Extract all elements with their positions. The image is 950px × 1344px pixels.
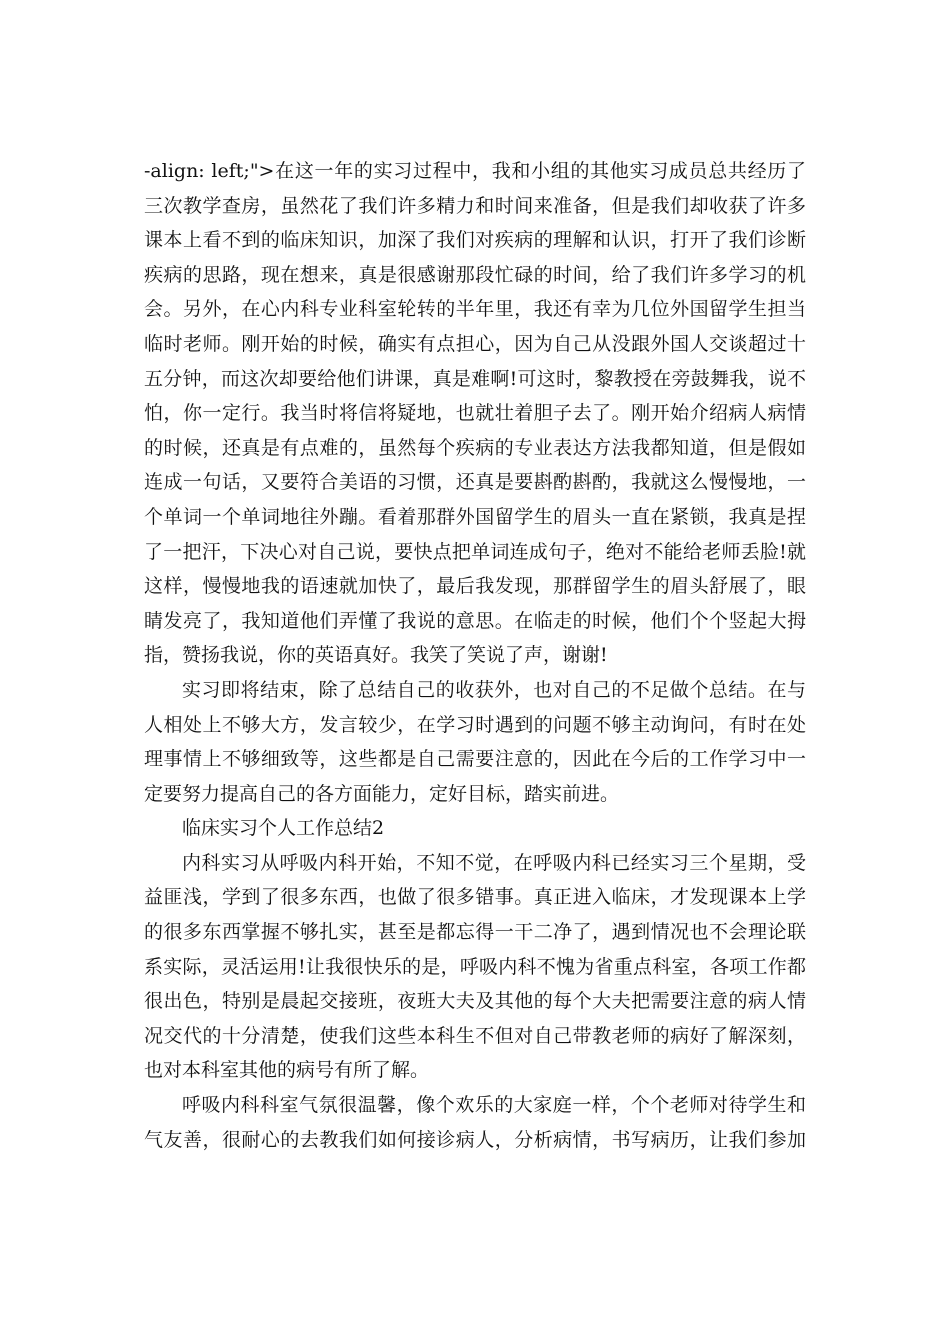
text-line: 会。另外，在心内科专业科室轮转的半年里，我还有幸为几位外国留学生担当 — [144, 298, 806, 321]
text-line: 呼吸内科科室气氛很温馨，像个欢乐的大家庭一样，个个老师对待学生和 — [182, 1094, 806, 1117]
text-line: 睛发亮了，我知道他们弄懂了我说的意思。在临走的时候，他们个个竖起大拇 — [144, 609, 806, 632]
text-line: -align: left;">在这一年的实习过程中，我和小组的其他实习成员总共经历了 — [144, 160, 806, 182]
text-line: 益匪浅，学到了很多东西，也做了很多错事。真正进入临床，才发现课本上学 — [144, 886, 806, 909]
text-line: 的时候，还真是有点难的，虽然每个疾病的专业表达方法我都知道，但是假如 — [144, 436, 806, 459]
paragraph-self-reflection — [144, 673, 806, 811]
text-line: 连成一句话，又要符合美语的习惯，还真是要斟酌斟酌，我就这么慢慢地，一 — [144, 471, 806, 494]
text-line: 五分钟，而这次却要给他们讲课，真是难啊!可这时，黎教授在旁鼓舞我，说不 — [144, 367, 806, 390]
paragraph-internship-experience — [144, 154, 806, 673]
text-line: 三次教学查房，虽然花了我们许多精力和时间来准备，但是我们却收获了许多 — [144, 194, 806, 217]
section-heading — [144, 811, 806, 846]
text-line: 个单词一个单词地往外蹦。看着那群外国留学生的眉头一直在紧锁，我真是捏 — [144, 505, 806, 528]
text-line: 定要努力提高自己的各方面能力，定好目标，踏实前进。 — [144, 782, 620, 805]
paragraph-department-atmosphere — [144, 1088, 806, 1157]
document-page — [144, 154, 806, 1157]
paragraph-respiratory-internship — [144, 846, 806, 1088]
text-line: 很出色，特别是晨起交接班，夜班大夫及其他的每个大夫把需要注意的病人情 — [144, 990, 806, 1013]
text-line: 理事情上不够细致等，这些都是自己需要注意的，因此在今后的工作学习中一 — [144, 748, 806, 771]
text-line: 人相处上不够大方，发言较少，在学习时遇到的问题不够主动询问，有时在处 — [144, 713, 806, 736]
text-line: 内科实习从呼吸内科开始，不知不觉，在呼吸内科已经实习三个星期，受 — [182, 851, 806, 874]
heading-text: 临床实习个人工作总结2 — [182, 817, 385, 840]
text-line: 疾病的思路，现在想来，真是很感谢那段忙碌的时间，给了我们许多学习的机 — [144, 263, 806, 286]
text-line: 了一把汗，下决心对自己说，要快点把单词连成句子，绝对不能给老师丢脸!就 — [144, 540, 806, 563]
text-line: 指，赞扬我说，你的英语真好。我笑了笑说了声，谢谢! — [144, 644, 608, 667]
text-line: 系实际，灵活运用!让我很快乐的是，呼吸内科不愧为省重点科室，各项工作都 — [144, 955, 806, 978]
text-line: 实习即将结束，除了总结自己的收获外，也对自己的不足做个总结。在与 — [182, 678, 806, 701]
text-line: 的很多东西掌握不够扎实，甚至是都忘得一干二净了，遇到情况也不会理论联 — [144, 921, 806, 944]
text-line: 况交代的十分清楚，使我们这些本科生不但对自己带教老师的病好了解深刻， — [144, 1024, 806, 1047]
text-line: 气友善，很耐心的去教我们如何接诊病人，分析病情，书写病历，让我们参加 — [144, 1128, 806, 1151]
text-line: 课本上看不到的临床知识，加深了我们对疾病的理解和认识，打开了我们诊断 — [144, 229, 806, 252]
text-line: 临时老师。刚开始的时候，确实有点担心，因为自己从没跟外国人交谈超过十 — [144, 332, 806, 355]
text-line: 也对本科室其他的病号有所了解。 — [144, 1059, 430, 1082]
text-line: 怕，你一定行。我当时将信将疑地，也就壮着胆子去了。刚开始介绍病人病情 — [144, 402, 806, 425]
text-line: 这样，慢慢地我的语速就加快了，最后我发现，那群留学生的眉头舒展了，眼 — [144, 575, 806, 598]
